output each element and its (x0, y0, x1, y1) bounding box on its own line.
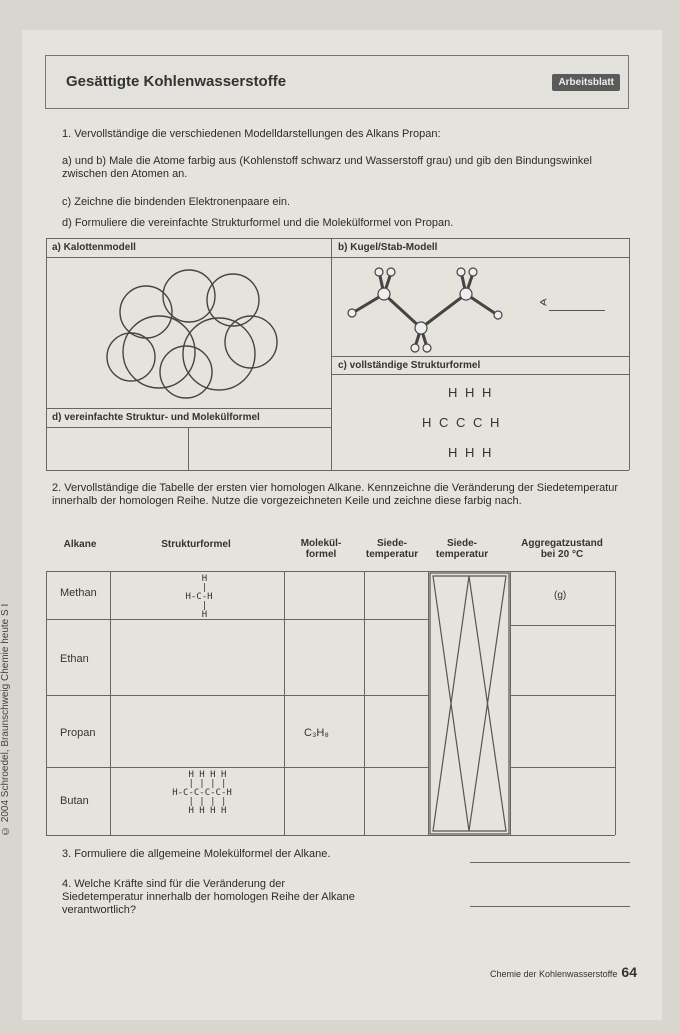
task4: 4. Welche Kräfte sind für die Veränderung der Siedetemperatur innerhalb der homologen Reihe der Alkane verantwortlich? (62, 878, 355, 916)
row-butan: Butan (60, 795, 89, 807)
header-box (45, 55, 629, 109)
label-strukturformel: c) vollständige Strukturformel (338, 360, 481, 371)
task4-answer-line (470, 906, 630, 907)
task1-d: d) Formuliere die vereinfachte Strukturformel und die Molekülformel von Propan. (62, 217, 454, 229)
th-boil-1: Siede- temperatur (365, 538, 419, 560)
label-vereinfacht: d) vereinfachte Struktur- und Molekülformel (52, 412, 260, 423)
propane-models-grid (46, 238, 629, 470)
task1-intro: 1. Vervollständige die verschiedenen Modelldarstellungen des Alkans Propan: (62, 128, 441, 140)
th-structure: Strukturformel (161, 539, 231, 550)
task2-text: 2. Vervollständige die Tabelle der ersten vier homologen Alkane. Kennzeichne die Veränderung der Siedetemperatur innerhalb der homologen Reihe. Nutze die vorgezeichneten Keile und zeichne diese farbig nach. (52, 482, 619, 507)
task1-ab: a) und b) Male die Atome farbig aus (Kohlenstoff schwarz und Wasserstoff grau) und gib den Bindungswinkel zwischen den Atomen an. (62, 155, 592, 180)
th-state: Aggregatzustand bei 20 °C (521, 538, 603, 560)
formula-row-2: H C C C H (422, 415, 502, 430)
methane-state: (g) (554, 590, 567, 601)
footer-text: Chemie der Kohlenwasserstoffe (490, 969, 618, 979)
angle-answer-line (549, 310, 605, 311)
propane-formula: C₃H₈ (304, 727, 329, 739)
methane-structure: H | H-C-H | H (185, 574, 213, 620)
formula-row-1: H H H (448, 385, 494, 400)
formula-row-3: H H H (448, 445, 494, 460)
row-ethan: Ethan (60, 653, 89, 665)
row-methan: Methan (60, 587, 97, 599)
angle-symbol: ∢ (539, 298, 548, 309)
th-formula: Molekül- formel (300, 538, 342, 560)
task3: 3. Formuliere die allgemeine Molekülformel der Alkane. (62, 848, 331, 860)
ball-and-stick-model (336, 258, 546, 358)
butane-structure: H H H H | | | | H-C-C-C-C-H | | | | H H H H (172, 770, 232, 816)
th-alkane: Alkane (63, 539, 97, 550)
alkane-table (46, 535, 615, 835)
page-title: Gesättigte Kohlenwasserstoffe (66, 73, 287, 90)
page-number: 64 (621, 964, 637, 980)
th-boil-2: Siede- temperatur (435, 538, 489, 560)
task1-c: c) Zeichne die bindenden Elektronenpaare ein. (62, 196, 291, 208)
footer (490, 964, 637, 980)
label-kugelstab: b) Kugel/Stab-Modell (338, 242, 438, 253)
space-filling-model (101, 262, 301, 406)
row-propan: Propan (60, 727, 96, 739)
worksheet-badge: Arbeitsblatt (552, 74, 620, 91)
copyright-note: © 2004 Schroedel, Braunschweig Chemie heute S I (0, 603, 11, 837)
boiling-temp-wedges (429, 572, 510, 835)
label-kalotten: a) Kalottenmodell (52, 242, 136, 253)
task3-answer-line (470, 862, 630, 863)
